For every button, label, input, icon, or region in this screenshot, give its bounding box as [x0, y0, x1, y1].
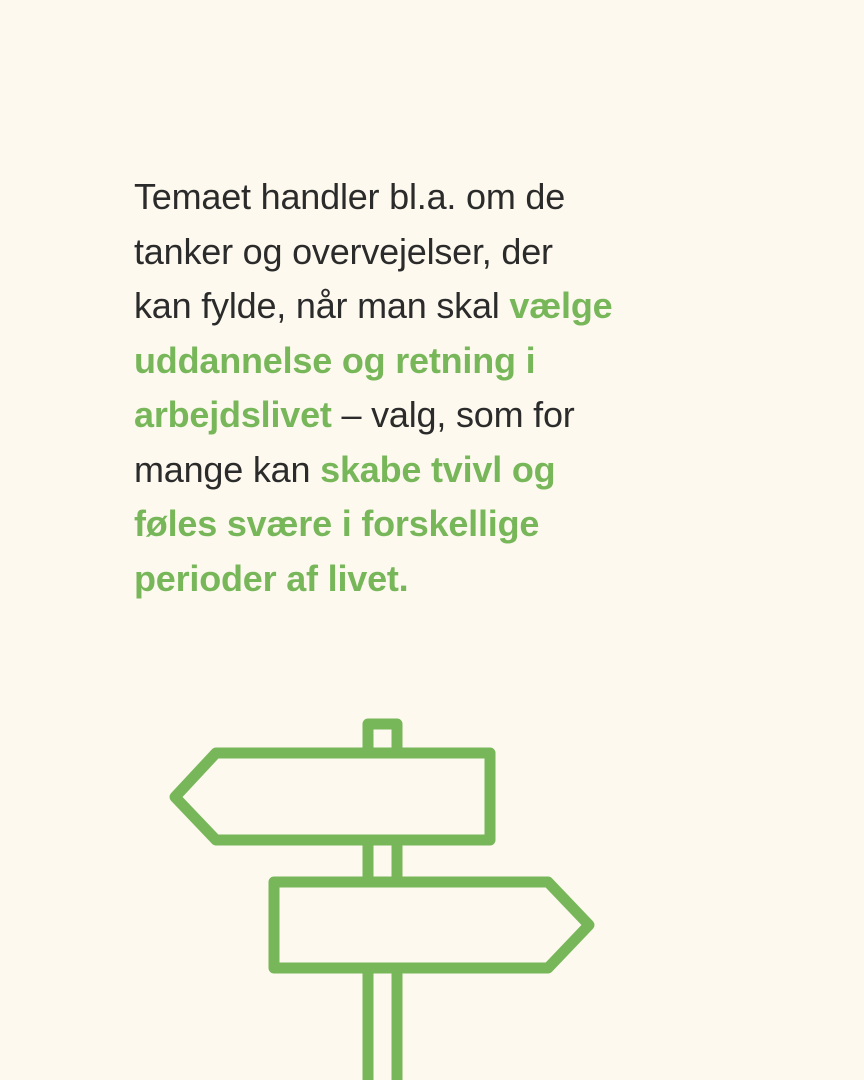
highlight-segment: føles svære i forskellige — [134, 503, 540, 544]
text-line — [134, 334, 774, 389]
text-line — [134, 443, 774, 498]
pole-top — [368, 724, 397, 750]
text-segment: mange kan — [134, 448, 321, 490]
highlight-segment: skabe tvivl og — [320, 448, 556, 490]
highlight-segment: perioder af livet. — [134, 557, 409, 599]
highlight-segment: vælge — [509, 285, 613, 326]
text-segment: Temaet handler bl.a. om de — [134, 176, 566, 217]
signpost-icon — [160, 710, 610, 1080]
left-sign — [175, 753, 490, 840]
highlight-segment: uddannelse og retning i — [134, 339, 536, 381]
text-line — [134, 225, 774, 280]
text-segment: tanker og overvejelser, der — [134, 230, 553, 272]
text-segment: kan fylde, når man skal — [134, 285, 510, 326]
right-sign — [274, 882, 589, 968]
text-segment: – valg, som for — [331, 394, 575, 435]
highlight-segment: arbejdslivet — [134, 394, 332, 435]
pole-bottom — [368, 970, 397, 1080]
body-paragraph — [134, 170, 774, 606]
pole-middle — [368, 840, 397, 880]
text-line — [134, 279, 774, 334]
text-line — [134, 170, 774, 225]
text-line — [134, 552, 774, 607]
text-line — [134, 388, 774, 443]
text-line — [134, 497, 774, 552]
